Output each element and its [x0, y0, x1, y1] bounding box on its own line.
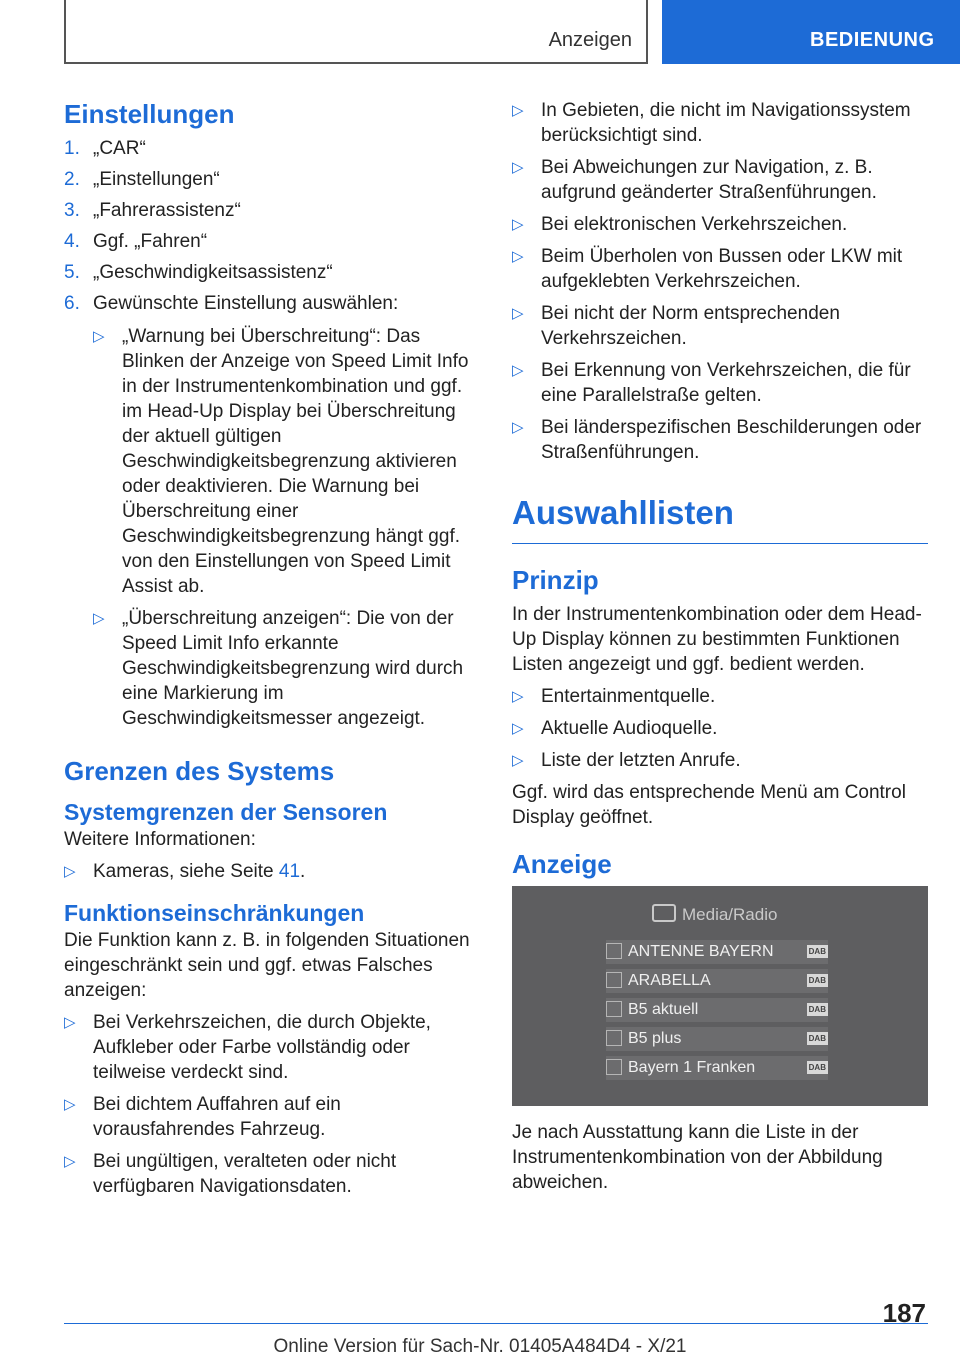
limits-text: Bei Erkennung von Verkehrszeichen, die für eine Parallelstraße gelten.: [541, 360, 911, 406]
triangle-bullet-icon: ▷: [512, 752, 524, 769]
triangle-bullet-icon: ▷: [512, 720, 524, 737]
station-row: [606, 1027, 828, 1051]
heading-systemgrenzen-sensoren: Systemgrenzen der Sensoren: [64, 799, 388, 825]
step-number: 3.: [64, 200, 80, 221]
limits-list: [512, 98, 928, 465]
prinzip-item: [512, 748, 928, 773]
station-name: ANTENNE BAYERN: [628, 943, 774, 960]
funktion-item: [64, 1010, 476, 1085]
header-chapter-label: BEDIENUNG: [810, 29, 935, 51]
limits-text: Bei Abweichungen zur Navigation, z. B. aufgrund geänderter Straßenführungen.: [541, 157, 877, 203]
limits-item: [512, 358, 928, 408]
station-name: B5 aktuell: [628, 1001, 699, 1018]
limits-text: Bei länderspezifischen Beschilderungen oder Straßenführungen.: [541, 417, 922, 463]
right-column: [512, 98, 928, 1202]
step-text: Ggf. „Fahren“: [93, 231, 208, 252]
station-logo: [606, 972, 622, 988]
step-number: 1.: [64, 138, 80, 159]
prinzip-outro: Ggf. wird das entsprechende Menü am Control Display geöffnet.: [512, 782, 906, 828]
station-logo: [606, 1001, 622, 1017]
station-row: [606, 940, 828, 964]
station-logo: [606, 943, 622, 959]
funktion-text: Bei dichtem Auffahren auf ein vorausfahrendes Fahrzeug.: [93, 1094, 341, 1140]
triangle-bullet-icon: ▷: [512, 248, 524, 265]
step-text: „CAR“: [93, 138, 146, 159]
heading-grenzen: Grenzen des Systems: [64, 756, 335, 786]
heading-prinzip: Prinzip: [512, 565, 599, 595]
limits-text: Bei elektronischen Verkehrszeichen.: [541, 214, 848, 235]
triangle-bullet-icon: ▷: [512, 216, 524, 233]
station-row: [606, 969, 828, 993]
step-text: Gewünschte Einstellung auswählen:: [93, 293, 399, 314]
prinzip-intro: In der Instrumentenkombination oder dem Head-Up Display können zu bestimmten Funktionen Listen angezeigt und ggf. bedient werden.: [512, 604, 922, 675]
left-column: [64, 98, 476, 1206]
triangle-bullet-icon: ▷: [64, 1096, 76, 1113]
step-text: „Geschwindigkeitsassistenz“: [93, 262, 333, 283]
limits-item: [512, 212, 928, 237]
station-logo: [606, 1030, 622, 1046]
steps-list: [64, 136, 476, 316]
option-item: [93, 324, 476, 599]
station-name: Bayern 1 Franken: [628, 1059, 756, 1076]
media-header: [652, 902, 777, 927]
funktion-text: Bei ungültigen, veralteten oder nicht verfügbaren Navigationsdaten.: [93, 1151, 397, 1197]
triangle-bullet-icon: ▷: [512, 102, 524, 119]
option-item: [93, 606, 476, 731]
sensoren-end: .: [300, 861, 306, 882]
heading-auswahllisten: Auswahllisten: [512, 493, 928, 544]
limits-text: Bei nicht der Norm entsprechenden Verkehrszeichen.: [541, 303, 840, 349]
header-chapter-tab: [662, 0, 960, 64]
header-section-label: Anzeigen: [548, 29, 632, 51]
triangle-bullet-icon: ▷: [512, 159, 524, 176]
limits-item: [512, 415, 928, 465]
dab-badge: DAB: [808, 947, 826, 956]
radio-icon: [652, 904, 676, 922]
station-row: [606, 1056, 828, 1080]
footer-text: Online Version für Sach-Nr. 01405A484D4 - X/21: [273, 1336, 687, 1357]
sensoren-list: [64, 859, 476, 884]
station-name: B5 plus: [628, 1030, 682, 1047]
triangle-bullet-icon: ▷: [93, 610, 105, 627]
prinzip-text: Liste der letzten Anrufe.: [541, 750, 741, 771]
triangle-bullet-icon: ▷: [64, 1014, 76, 1031]
option-text: „Überschreitung anzeigen“: Die von der Speed Limit Info erkannte Geschwindigkeitsbegrenzung wird durch eine Markierung im Geschwindigkeitsmesser angezeigt.: [122, 608, 464, 729]
dab-badge: DAB: [808, 1034, 826, 1043]
station-name: ARABELLA: [628, 972, 711, 989]
step-item: [64, 198, 476, 223]
step-item: [64, 291, 476, 316]
limits-item: [512, 98, 928, 148]
funktion-text: Bei Verkehrszeichen, die durch Objekte, Aufkleber oder Farbe vollständig oder teilweise verdeckt sind.: [93, 1012, 431, 1083]
limits-text: In Gebieten, die nicht im Navigationssystem berücksichtigt sind.: [541, 100, 911, 146]
triangle-bullet-icon: ▷: [93, 328, 105, 345]
triangle-bullet-icon: ▷: [64, 863, 76, 880]
station-row: [606, 998, 828, 1022]
sensoren-text: Kameras, siehe Seite: [93, 861, 279, 882]
media-radio-screenshot: [512, 886, 928, 1106]
heading-funktionseinschraenkungen: Funktionseinschränkungen: [64, 900, 365, 926]
triangle-bullet-icon: ▷: [512, 305, 524, 322]
limits-text: Beim Überholen von Bussen oder LKW mit aufgeklebten Verkehrszeichen.: [541, 246, 903, 292]
prinzip-list: [512, 684, 928, 773]
prinzip-text: Aktuelle Audioquelle.: [541, 718, 718, 739]
funktion-item: [64, 1149, 476, 1199]
media-title: Media/Radio: [682, 905, 778, 924]
step-item: [64, 167, 476, 192]
triangle-bullet-icon: ▷: [512, 688, 524, 705]
step-item: [64, 229, 476, 254]
limits-item: [512, 155, 928, 205]
header-section-box: [64, 0, 648, 64]
page-number: 187: [882, 1298, 926, 1328]
step-text: „Einstellungen“: [93, 169, 220, 190]
funktion-item: [64, 1092, 476, 1142]
limits-item: [512, 301, 928, 351]
option-text: „Warnung bei Überschreitung“: Das Blinken der Anzeige von Speed Limit Info in der Instrumentenkombination und ggf. im Head-Up Display bei Überschreitung der aktuell gültigen Geschwindigkeitsbegrenzung aktivieren oder deaktivieren. Die Warnung bei Überschreitung einer Geschwindigkeitsbegrenzung hängt ggf. von den Einstellungen von Speed Limit Assist ab.: [122, 326, 469, 597]
option-list: [93, 324, 476, 731]
limits-item: [512, 244, 928, 294]
dab-badge: DAB: [808, 1005, 826, 1014]
step-number: 6.: [64, 293, 80, 314]
triangle-bullet-icon: ▷: [64, 1153, 76, 1170]
step-number: 2.: [64, 169, 80, 190]
step-number: 4.: [64, 231, 80, 252]
step-item: [64, 136, 476, 161]
footer-divider: [64, 1323, 928, 1324]
anzeige-caption: Je nach Ausstattung kann die Liste in der Instrumentenkombination von der Abbildung abweichen.: [512, 1122, 883, 1193]
prinzip-item: [512, 716, 928, 741]
prinzip-text: Entertainmentquelle.: [541, 686, 716, 707]
station-logo: [606, 1059, 622, 1075]
sensoren-intro: Weitere Informationen:: [64, 829, 256, 850]
step-text: „Fahrerassistenz“: [93, 200, 241, 221]
page-reference-link[interactable]: 41: [278, 861, 301, 882]
triangle-bullet-icon: ▷: [512, 362, 524, 379]
triangle-bullet-icon: ▷: [512, 419, 524, 436]
dab-badge: DAB: [808, 976, 826, 985]
step-item: [64, 260, 476, 285]
dab-badge: DAB: [808, 1063, 826, 1072]
funktion-list: [64, 1010, 476, 1199]
funktion-intro: Die Funktion kann z. B. in folgenden Situationen eingeschränkt sein und ggf. etwas Falsches anzeigen:: [64, 930, 470, 1001]
prinzip-item: [512, 684, 928, 709]
heading-anzeige: Anzeige: [512, 849, 612, 879]
step-number: 5.: [64, 262, 80, 283]
sensoren-item: [64, 859, 476, 884]
heading-einstellungen: Einstellungen: [64, 99, 235, 129]
